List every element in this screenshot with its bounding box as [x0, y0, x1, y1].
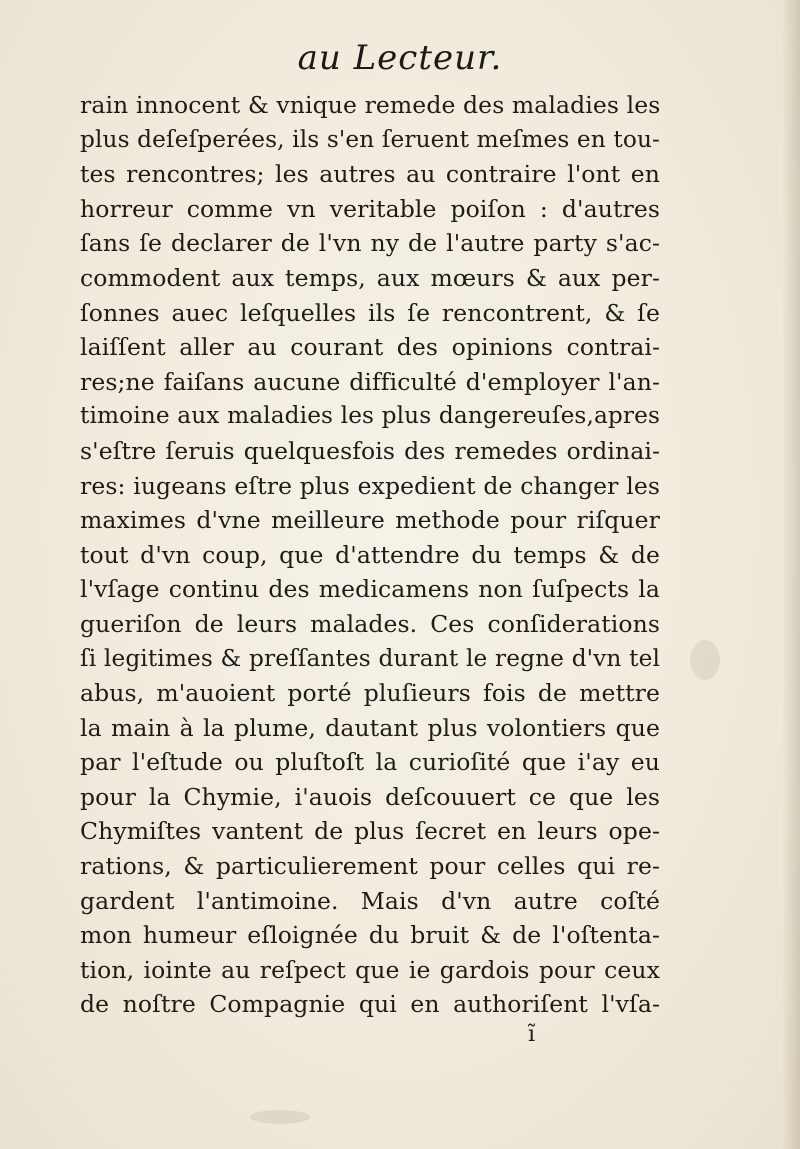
text-line: gardent l'antimoine. Mais d'vn autre coſté	[80, 886, 660, 915]
text-line: ſonnes auec leſquelles ils ſe rencontrent, & ſe	[80, 298, 660, 327]
body-text	[80, 88, 660, 1022]
text-line: ſans ſe declarer de l'vn ny de l'autre party s'ac-	[80, 229, 660, 258]
text-line: laiſſent aller au courant des opinions contrai-	[80, 333, 660, 362]
text-line: Chymiſtes vantent de plus ſecret en leurs ope-	[80, 817, 660, 846]
text-line: tout d'vn coup, que d'attendre du temps & de	[80, 540, 660, 569]
text-line: la main à la plume, dautant plus volontiers que	[80, 713, 660, 742]
text-line: plus deſeſperées, ils s'en ſeruent meſmes en tou-	[80, 125, 660, 153]
text-line: res;ne faiſans aucune difficulté d'employer l'an-	[80, 367, 660, 396]
paper-stain	[690, 640, 720, 680]
text-line: tes rencontres; les autres au contraire l'ont en	[80, 160, 660, 189]
text-line: pour la Chymie, i'auois deſcouuert ce que les	[80, 782, 660, 811]
text-line: tion, iointe au reſpect que ie gardois pour ceux	[80, 955, 660, 984]
text-line: s'eſtre ſeruis quelquesfois des remedes ordinai-	[80, 436, 660, 465]
text-line: timoine aux maladies les plus dangereuſes,apres	[80, 402, 660, 430]
text-line: par l'eſtude ou pluſtoſt la curioſité que i'ay eu	[80, 748, 660, 777]
text-line: ſi legitimes & preſſantes durant le regne d'vn tel	[80, 644, 660, 672]
paper-stain	[250, 1110, 310, 1124]
page-edge-shadow	[782, 0, 800, 1149]
text-line: gueriſon de leurs malades. Ces conſiderations	[80, 609, 660, 638]
running-head: au Lecteur.	[297, 38, 503, 78]
text-line: abus, m'auoient porté pluſieurs fois de mettre	[80, 679, 660, 708]
catchword: ĩ	[528, 1022, 536, 1047]
text-line: res: iugeans eſtre plus expedient de changer les	[80, 471, 660, 500]
text-line: horreur comme vn veritable poiſon : d'autres	[80, 194, 660, 223]
text-line: l'vſage continu des medicamens non ſuſpects la	[80, 575, 660, 604]
text-line: de noſtre Compagnie qui en authoriſent l'vſa-	[80, 990, 660, 1019]
text-line: maximes d'vne meilleure methode pour riſquer	[80, 506, 660, 535]
text-line: mon humeur eſloignée du bruit & de l'oſtenta-	[80, 921, 660, 950]
text-line: rations, & particulierement pour celles qui re-	[80, 852, 660, 881]
text-line: rain innocent & vnique remede des maladies les	[80, 91, 661, 119]
text-line: commodent aux temps, aux mœurs & aux per-	[80, 263, 660, 292]
